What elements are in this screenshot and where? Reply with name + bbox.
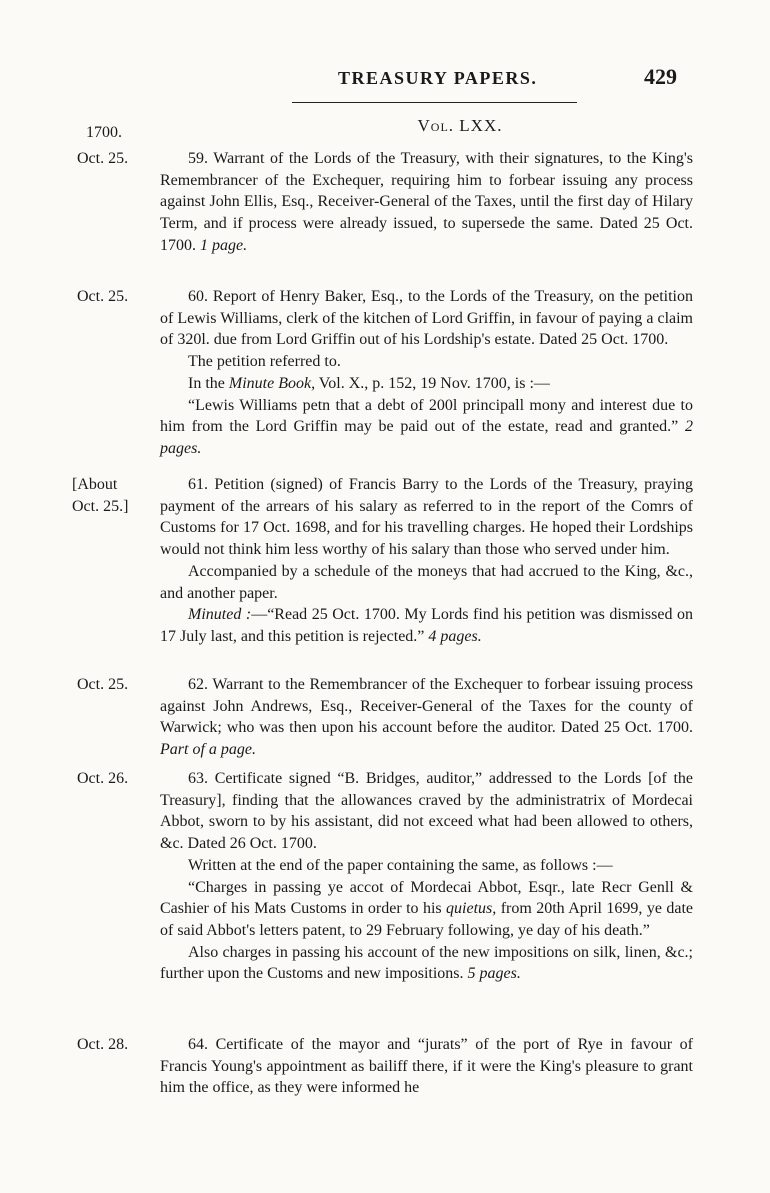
entry-body [160, 768, 693, 985]
entry-extent: 4 pages. [428, 627, 482, 645]
entry-extent: 5 pages. [467, 965, 521, 983]
entry-note: The petition referred to. [188, 353, 341, 371]
entry-body [160, 1034, 693, 1099]
entry-note: Written at the end of the paper containing the same, as follows :— [188, 856, 613, 874]
entry-body [160, 286, 693, 460]
entry-text: 64. Certificate of the mayor and “jurats” of the port of Rye in favour of Francis Young's appointment as bailiff there, if it were the King's pleasure to grant him the office, as they were informed he [160, 1036, 693, 1097]
entry-note: Accompanied by a schedule of the moneys that had accrued to the King, &c., and another paper. [160, 562, 693, 602]
entry-quote: “Lewis Williams petn that a debt of 200l principall mony and interest due to him from the Lord Griffin may be paid out of the estate, read and granted.” 2 pages. [160, 396, 694, 457]
entry-minuted: Minuted :—“Read 25 Oct. 1700. My Lords find his petition was dismissed on 17 July last, and this petition is rejected.” 4 pages. [160, 606, 693, 645]
entry-minute-ref: In the Minute Book, Vol. X., p. 152, 19 Nov. 1700, is :— [188, 374, 550, 392]
entry-date: [About Oct. 25.] [72, 476, 129, 515]
entry-date: Oct. 25. [77, 676, 129, 693]
entry-date: Oct. 25. [77, 288, 129, 305]
header-rule [292, 102, 577, 103]
entry-date: Oct. 28. [77, 1036, 129, 1053]
page-number: 429 [644, 64, 677, 89]
entry-quote: “Charges in passing ye accot of Mordecai Abbot, Esqr., late Recr Genll & Cashier of his Mats Customs in order to his quietus, from 20th April 1699, ye date of said Abbot's letters patent, to 29 February following, ye day of his death.” [160, 878, 694, 939]
entry-extent: 1 page. [200, 236, 248, 254]
entry-text: 60. Report of Henry Baker, Esq., to the Lords of the Treasury, on the petition of Lewis Williams, clerk of the kitchen of Lord Griffin, in favour of paying a claim of 320l. due from Lord Griffin out of his Lordship's estate. Dated 25 Oct. 1700. [160, 288, 693, 349]
entry-text: 59. Warrant of the Lords of the Treasury, with their signatures, to the King's Remembrancer of the Exchequer, requiring him to forbear issuing any process against John Ellis, Esq., Receiver-General of the Taxes, until the first day of Hilary Term, and if process were already issued, to supersede the same. Dated 25 Oct. 1700. [160, 150, 693, 254]
entry-text: 63. Certificate signed “B. Bridges, auditor,” addressed to the Lords [of the Treasury], finding that the allowances craved by the administratrix of Mordecai Abbot, sworn to by his assistant, did not exceed what had been allowed to others, &c. Dated 26 Oct. 1700. [160, 770, 693, 853]
entry-text: 62. Warrant to the Remembrancer of the Exchequer to forbear issuing process against John Andrews, Esq., Receiver-General of the Taxes for the county of Warwick; who was then upon his account before the auditor. Dated 25 Oct. 1700. [160, 676, 693, 737]
margin-year: 1700. [86, 124, 122, 141]
entry-text: 61. Petition (signed) of Francis Barry to the Lords of the Treasury, praying payment of the arrears of his salary as referred to in the report of the Comrs of Customs for 17 Oct. 1698, and for his travelling charges. He hoped their Lordships would not think him less worthy of his salary than those who served under him. [160, 476, 693, 559]
entry-extent: 2 pages. [160, 418, 694, 457]
entry-date: Oct. 25. [77, 150, 129, 167]
entry-extent: Part of a page. [160, 741, 256, 759]
volume-heading: Vol. LXX. [417, 116, 503, 135]
entry-date: Oct. 26. [77, 770, 129, 787]
entry-body [160, 674, 693, 761]
running-head [0, 62, 770, 92]
entry-note-2: Also charges in passing his account of the new impositions on silk, linen, &c.; further upon the Customs and new impositions. 5 pages. [160, 943, 693, 983]
entry-body [160, 148, 693, 257]
entry-body [160, 474, 693, 648]
running-title: TREASURY PAPERS. [338, 68, 538, 88]
